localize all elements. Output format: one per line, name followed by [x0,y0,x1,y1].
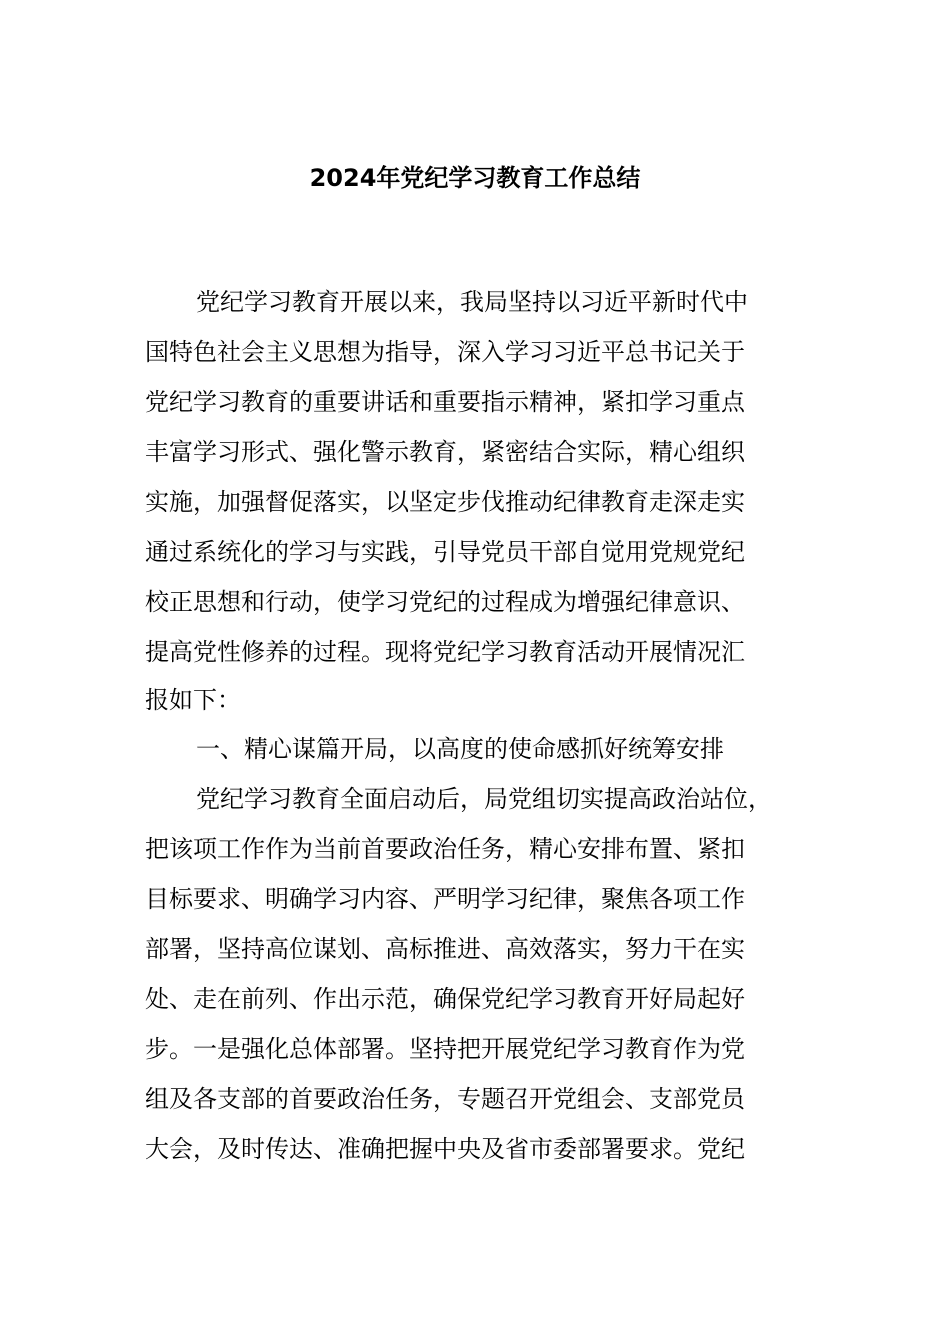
body-line: 目标要求、明确学习内容、严明学习纪律，聚焦各项工作 [145,885,745,913]
body-line: 处、走在前列、作出示范，确保党纪学习教育开好局起好 [145,985,745,1013]
body-line: 党纪学习教育的重要讲话和重要指示精神，紧扣学习重点 [145,388,745,416]
body-line: 丰富学习形式、强化警示教育，紧密结合实际，精心组织 [145,438,745,466]
body-line: 部署，坚持高位谋划、高标推进、高效落实，努力干在实 [145,935,745,963]
body-line: 校正思想和行动，使学习党纪的过程成为增强纪律意识、 [145,588,745,616]
body-line: 国特色社会主义思想为指导，深入学习习近平总书记关于 [145,338,745,366]
body-line: 通过系统化的学习与实践，引导党员干部自觉用党规党纪 [145,538,745,566]
body-line: 把该项工作作为当前首要政治任务，精心安排布置、紧扣 [145,835,745,863]
body-line: 提高党性修养的过程。现将党纪学习教育活动开展情况汇 [145,638,745,666]
body-line: 党纪学习教育全面启动后，局党组切实提高政治站位， [196,785,772,813]
body-line: 报如下： [145,686,241,714]
body-line: 大会，及时传达、准确把握中央及省市委部署要求。党纪 [145,1135,745,1163]
body-line: 党纪学习教育开展以来，我局坚持以习近平新时代中 [196,288,748,316]
section-heading: 一、精心谋篇开局，以高度的使命感抓好统筹安排 [196,735,724,763]
body-line: 实施，加强督促落实，以坚定步伐推动纪律教育走深走实 [145,488,745,516]
body-line: 步。一是强化总体部署。坚持把开展党纪学习教育作为党 [145,1035,745,1063]
body-line: 组及各支部的首要政治任务，专题召开党组会、支部党员 [145,1085,745,1113]
document-title: 2024年党纪学习教育工作总结 [309,164,641,192]
